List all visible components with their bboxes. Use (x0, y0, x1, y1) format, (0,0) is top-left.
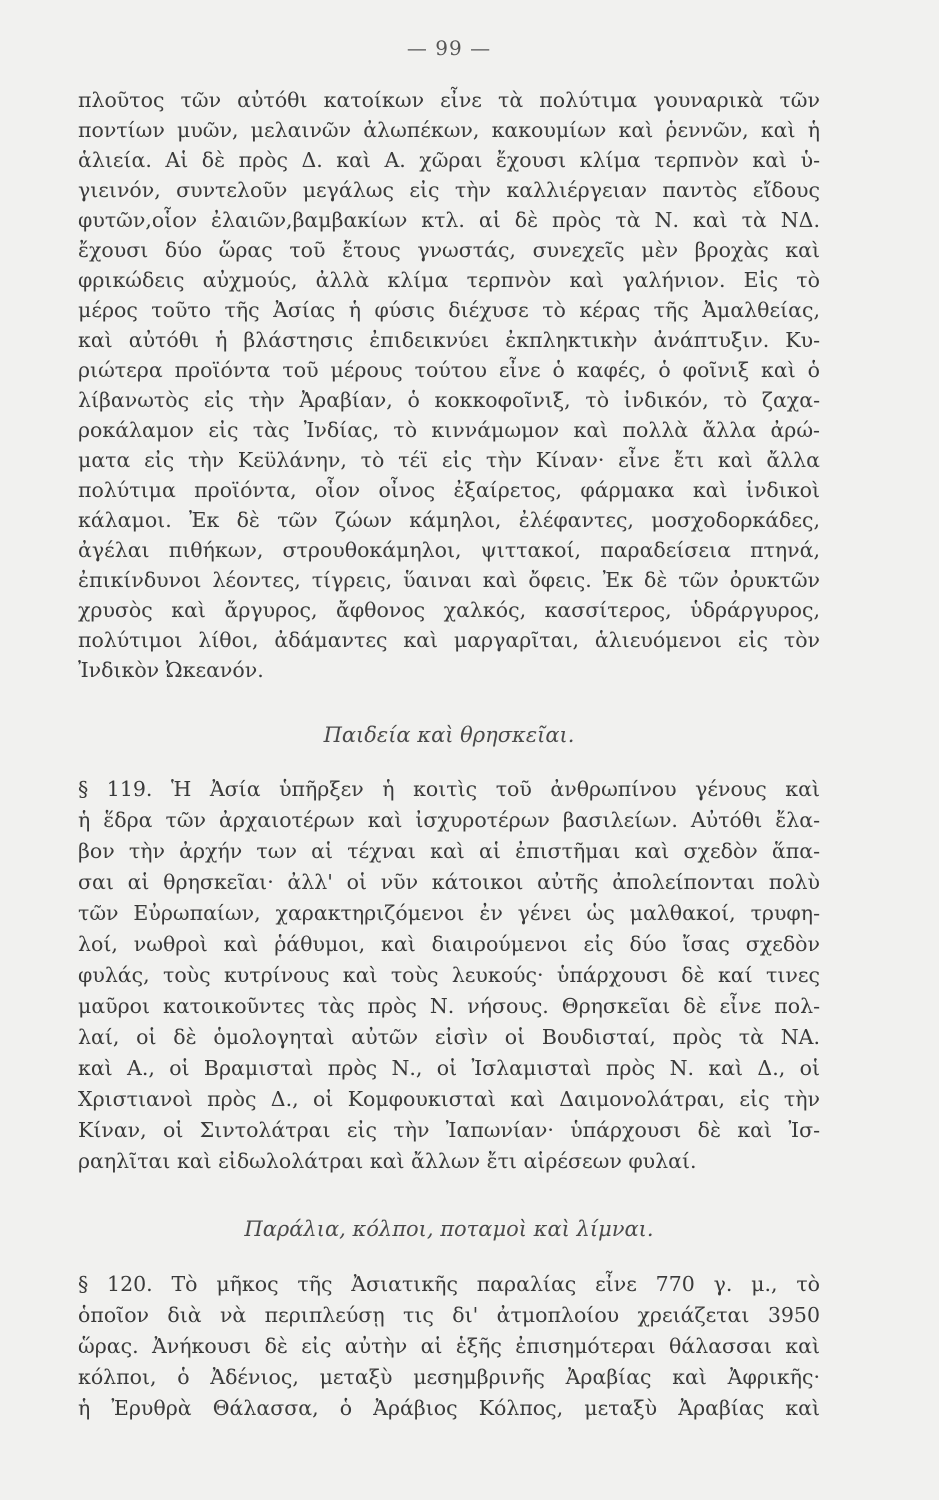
section-heading: Παράλια, κόλποι, ποταμοὶ καὶ λίμναι. (244, 1217, 654, 1241)
text-line: μέρος τοῦτο τῆς Ἀσίας ἡ φύσις διέχυσε τὸ κέρας τῆς Ἀμαλθείας, (78, 298, 820, 322)
text-line: λοί, νωθροὶ καὶ ῥάθυμοι, καὶ διαιρούμενοι εἰς δύο ἴσας σχεδὸν (78, 932, 820, 956)
text-line: ροκάλαμον εἰς τὰς Ἰνδίας, τὸ κιννάμωμον καὶ πολλὰ ἄλλα ἀρώ- (78, 418, 820, 442)
text-line: Ἰνδικὸν Ὠκεανόν. (78, 658, 264, 682)
text-line: πλοῦτος τῶν αὐτόθι κατοίκων εἶνε τὰ πολύτιμα γουναρικὰ τῶν (78, 88, 820, 112)
text-line: σαι αἱ θρησκεῖαι· ἀλλ' οἱ νῦν κάτοικοι αὐτῆς ἀπολείπονται πολὺ (78, 870, 820, 894)
text-line: μαῦροι κατοικοῦντες τὰς πρὸς Ν. νήσους. Θρησκεῖαι δὲ εἶνε πολ- (78, 994, 820, 1018)
text-line: χρυσὸς καὶ ἄργυρος, ἄφθονος χαλκός, κασσίτερος, ὑδράργυρος, (78, 598, 820, 622)
text-line: κόλποι, ὁ Ἀδένιος, μεταξὺ μεσημβρινῆς Ἀραβίας καὶ Ἀφρικῆς· (78, 1365, 820, 1389)
text-line: § 120. Τὸ μῆκος τῆς Ἀσιατικῆς παραλίας εἶνε 770 γ. μ., τὸ (78, 1272, 820, 1296)
book-page (78, 0, 820, 1500)
text-line: τῶν Εὐρωπαίων, χαρακτηριζόμενοι ἐν γένει ὡς μαλθακοί, τρυφη- (78, 901, 820, 925)
text-line: φυλάς, τοὺς κυτρίνους καὶ τοὺς λευκούς· ὑπάρχουσι δὲ καί τινες (78, 963, 820, 987)
text-line: καὶ Α., οἱ Βραμισταὶ πρὸς Ν., οἱ Ἰσλαμισταὶ πρὸς Ν. καὶ Δ., οἱ (78, 1056, 820, 1080)
text-line: § 119. Ἡ Ἀσία ὑπῆρξεν ἡ κοιτὶς τοῦ ἀνθρωπίνου γένους καὶ (78, 777, 820, 801)
text-line: ἐπικίνδυνοι λέοντες, τίγρεις, ὕαιναι καὶ ὄφεις. Ἐκ δὲ τῶν ὀρυκτῶν (78, 568, 820, 592)
text-line: ὁποῖον διὰ νὰ περιπλεύσῃ τις δι' ἀτμοπλοίου χρειάζεται 3950 (78, 1303, 820, 1327)
text-line: καὶ αὐτόθι ἡ βλάστησις ἐπιδεικνύει ἐκπληκτικὴν ἀνάπτυξιν. Κυ- (78, 328, 820, 352)
text-line: φρικώδεις αὐχμούς, ἀλλὰ κλίμα τερπνὸν καὶ γαλήνιον. Εἰς τὸ (78, 268, 820, 292)
text-line: ἁλιεία. Αἱ δὲ πρὸς Δ. καὶ Α. χῶραι ἔχουσι κλίμα τερπνὸν καὶ ὑ- (78, 148, 820, 172)
text-line: λαί, οἱ δὲ ὁμολογηταὶ αὐτῶν εἰσὶν οἱ Βουδισταί, πρὸς τὰ ΝΑ. (78, 1025, 820, 1049)
text-line: Κίναν, οἱ Σιντολάτραι εἰς τὴν Ἰαπωνίαν· ὑπάρχουσι δὲ καὶ Ἰσ- (78, 1118, 820, 1142)
text-line: ἀγέλαι πιθήκων, στρουθοκάμηλοι, ψιττακοί, παραδείσεια πτηνά, (78, 538, 820, 562)
text-line: ποντίων μυῶν, μελαινῶν ἀλωπέκων, κακουμίων καὶ ῥεννῶν, καὶ ἡ (78, 118, 820, 142)
text-line: ἔχουσι δύο ὥρας τοῦ ἔτους γνωστάς, συνεχεῖς μὲν βροχὰς καὶ (78, 238, 820, 262)
text-line: ριώτερα προϊόντα τοῦ μέρους τούτου εἶνε ὁ καφές, ὁ φοῖνιξ καὶ ὁ (78, 358, 820, 382)
text-line: ραηλῖται καὶ εἰδωλολάτραι καὶ ἄλλων ἔτι αἱρέσεων φυλαί. (78, 1149, 697, 1173)
text-line: πολύτιμοι λίθοι, ἀδάμαντες καὶ μαργαρῖται, ἁλιευόμενοι εἰς τὸν (78, 628, 820, 652)
text-line: ἡ Ἐρυθρὰ Θάλασσα, ὁ Ἀράβιος Κόλπος, μεταξὺ Ἀραβίας καὶ (78, 1396, 820, 1420)
text-line: ὥρας. Ἀνήκουσι δὲ εἰς αὐτὴν αἱ ἑξῆς ἐπισημότεραι θάλασσαι καὶ (78, 1334, 820, 1358)
text-line: ματα εἰς τὴν Κεϋλάνην, τὸ τέϊ εἰς τὴν Κίναν· εἶνε ἔτι καὶ ἄλλα (78, 448, 820, 472)
text-line: πολύτιμα προϊόντα, οἷον οἶνος ἐξαίρετος, φάρμακα καὶ ἰνδικοὶ (78, 478, 820, 502)
text-line: γιεινόν, συντελοῦν μεγάλως εἰς τὴν καλλιέργειαν παντὸς εἴδους (78, 178, 820, 202)
text-line: Χριστιανοὶ πρὸς Δ., οἱ Κομφουκισταὶ καὶ Δαιμονολάτραι, εἰς τὴν (78, 1087, 820, 1111)
section-heading: Παιδεία καὶ θρησκεῖαι. (323, 723, 575, 747)
text-line: φυτῶν,οἷον ἐλαιῶν,βαμβακίων κτλ. αἱ δὲ πρὸς τὰ Ν. καὶ τὰ ΝΔ. (78, 208, 820, 232)
text-line: βον τὴν ἀρχήν των αἱ τέχναι καὶ αἱ ἐπιστῆμαι καὶ σχεδὸν ἅπα- (78, 839, 820, 863)
page-number: — 99 — (406, 36, 492, 60)
text-line: λίβανωτὸς εἰς τὴν Ἀραβίαν, ὁ κοκκοφοῖνιξ, τὸ ἰνδικόν, τὸ ζαχα- (78, 388, 820, 412)
text-line: κάλαμοι. Ἐκ δὲ τῶν ζώων κάμηλοι, ἐλέφαντες, μοσχοδορκάδες, (78, 508, 820, 532)
text-line: ἡ ἕδρα τῶν ἀρχαιοτέρων καὶ ἰσχυροτέρων βασιλείων. Αὐτόθι ἔλα- (78, 808, 820, 832)
